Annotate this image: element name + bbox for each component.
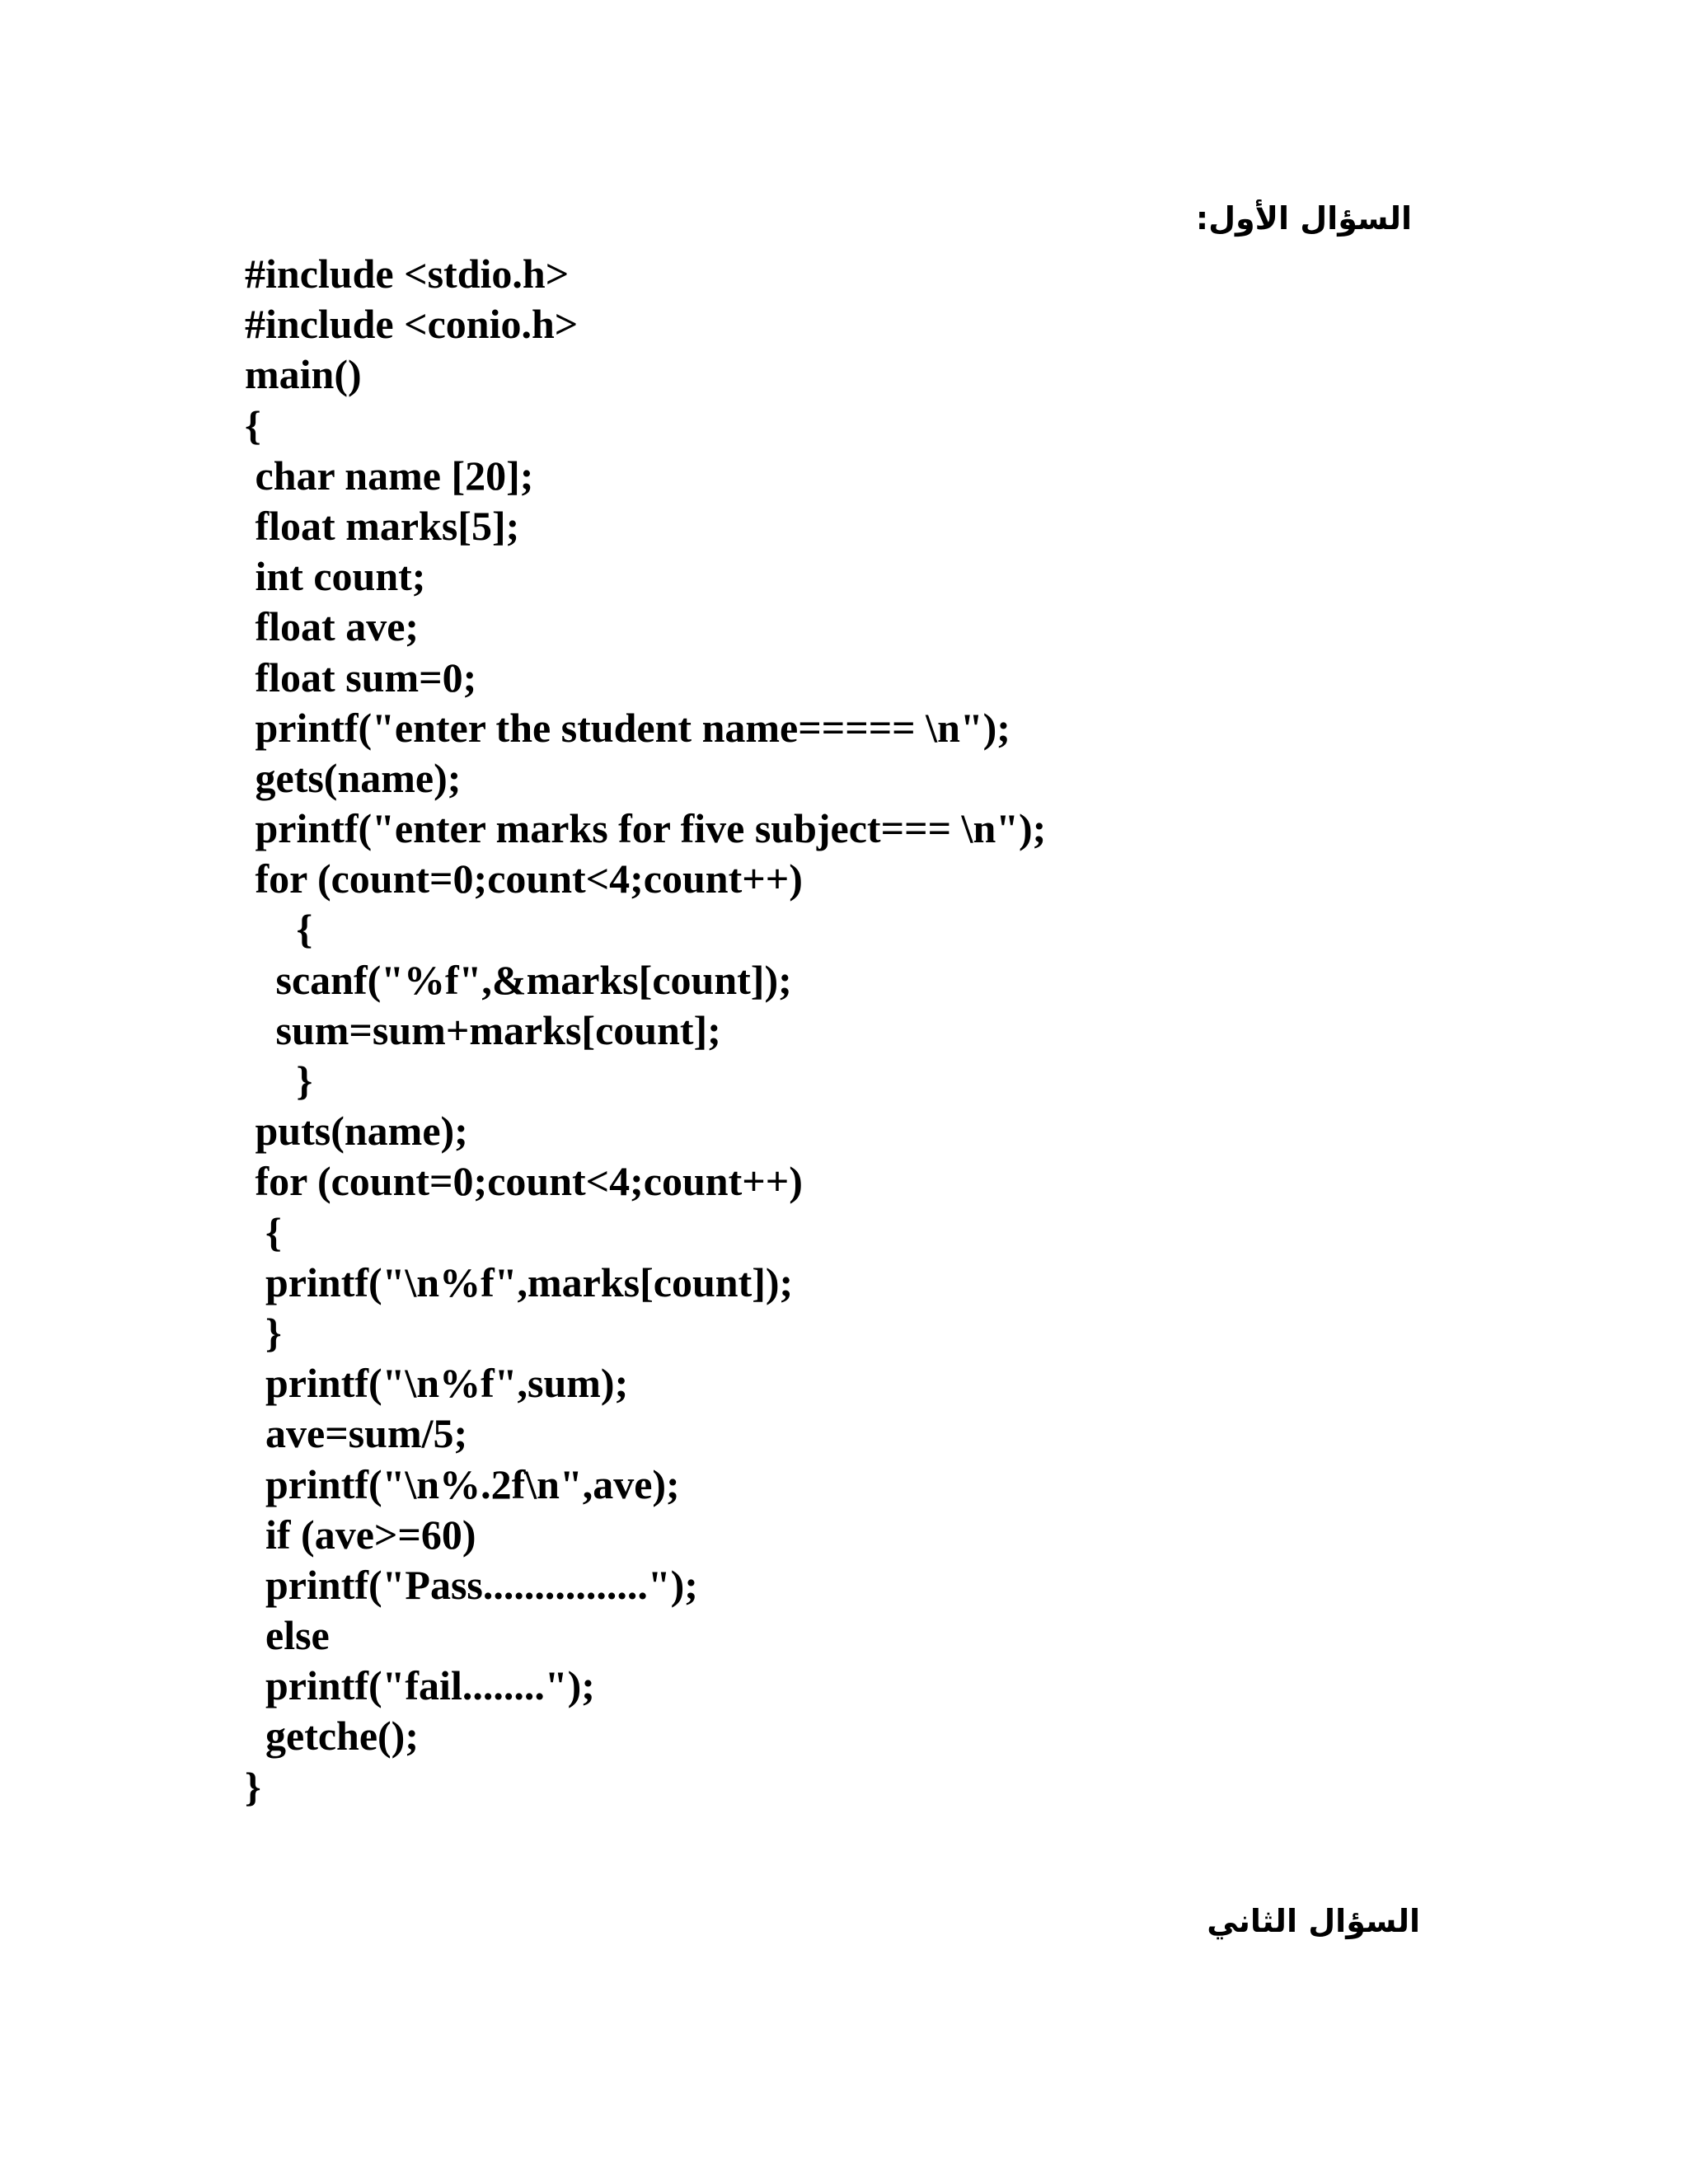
question-2-heading: السؤال الثاني [1207, 1903, 1420, 1939]
code-line: getche(); [245, 1713, 419, 1760]
code-line: printf("enter marks for five subject=== \n"); [245, 805, 1047, 852]
code-line: int count; [245, 553, 426, 600]
code-line: for (count=0;count<4;count++) [245, 1158, 803, 1205]
code-line: } [245, 1309, 282, 1356]
code-line: char name [20]; [245, 452, 534, 499]
code-line: ave=sum/5; [245, 1410, 468, 1457]
code-line: printf("\n%f",marks[count]); [245, 1258, 794, 1305]
code-line: { [245, 401, 261, 448]
question-1-heading: السؤال الأول: [1195, 200, 1412, 237]
code-line: #include <stdio.h> [245, 251, 570, 297]
code-line: gets(name); [245, 754, 462, 801]
code-line: float marks[5]; [245, 502, 520, 549]
code-line: #include <conio.h> [245, 301, 579, 348]
code-line: } [245, 1763, 261, 1810]
code-line: if (ave>=60) [245, 1511, 476, 1558]
code-line: sum=sum+marks[count]; [245, 1006, 721, 1053]
code-line: printf("\n%f",sum); [245, 1360, 629, 1407]
code-line: float ave; [245, 603, 420, 650]
code-line: printf("enter the student name===== \n"); [245, 704, 1010, 751]
code-line: printf("fail........"); [245, 1662, 595, 1709]
code-line: printf("\n%.2f\n",ave); [245, 1460, 680, 1507]
code-line: else [245, 1612, 330, 1659]
code-line: main() [245, 351, 362, 398]
code-line: } [245, 1057, 313, 1104]
code-line: printf("Pass................"); [245, 1561, 698, 1608]
code-line: for (count=0;count<4;count++) [245, 855, 803, 902]
code-listing [245, 249, 1046, 1812]
code-line: float sum=0; [245, 654, 477, 701]
code-line: puts(name); [245, 1108, 468, 1155]
code-line: { [245, 906, 313, 953]
code-line: { [245, 1208, 282, 1255]
code-line: scanf("%f",&marks[count]); [245, 956, 792, 1003]
